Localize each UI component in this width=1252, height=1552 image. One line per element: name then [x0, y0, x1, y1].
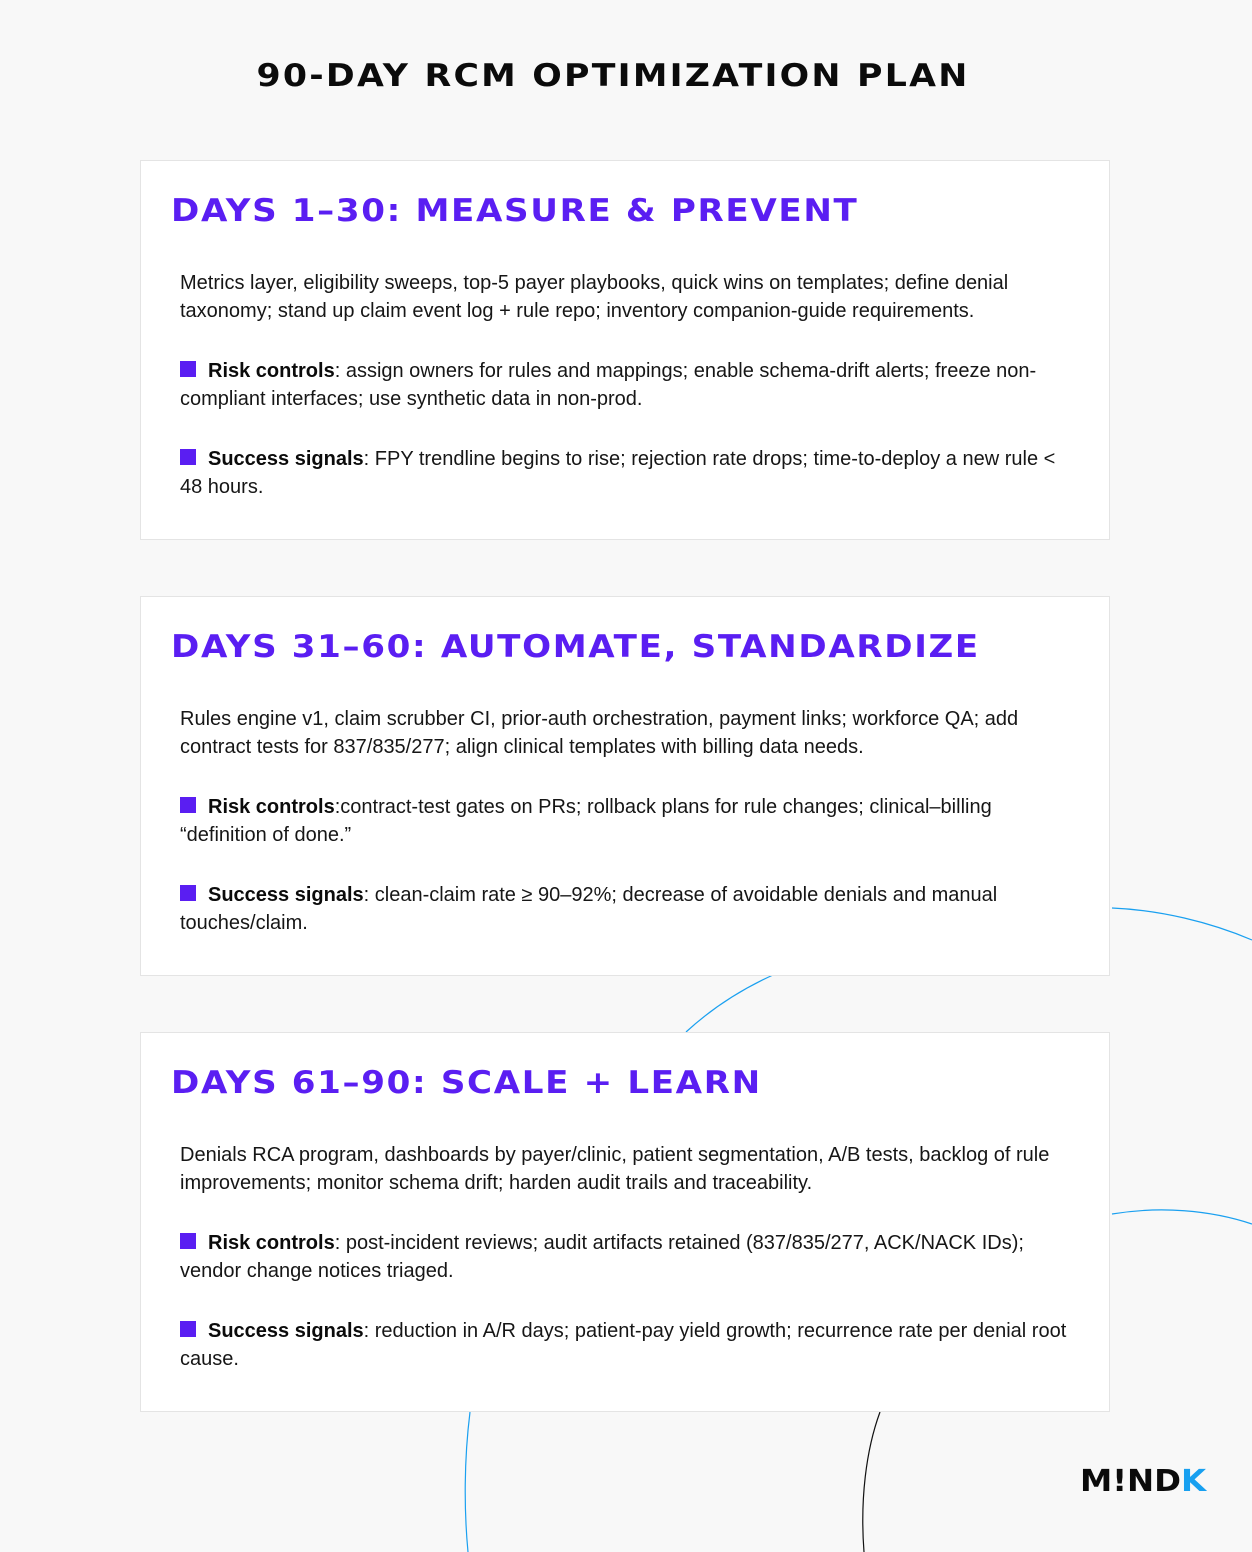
phase-heading: DAYS 31–60: AUTOMATE, STANDARDIZE — [171, 629, 980, 665]
logo-accent-text: K — [1181, 1464, 1207, 1499]
risk-controls-text: : post-incident reviews; audit artifacts retained (837/835/277, ACK/NACK IDs); vendor change notices triaged. — [180, 1232, 1024, 1282]
success-signals — [180, 1317, 1075, 1373]
arc-blue-right-lower — [1112, 1210, 1252, 1224]
risk-controls — [180, 357, 1075, 413]
mindk-logo — [1080, 1464, 1206, 1499]
square-bullet-icon — [180, 1233, 196, 1249]
arc-blue-center — [686, 975, 773, 1032]
square-bullet-icon — [180, 361, 196, 377]
phase-summary: Denials RCA program, dashboards by payer/clinic, patient segmentation, A/B tests, backlog of rule improvements; monitor schema drift; harden audit trails and traceability. — [180, 1144, 1050, 1194]
logo-text: M!ND — [1080, 1464, 1182, 1499]
risk-controls — [180, 793, 1075, 849]
risk-controls — [180, 1229, 1075, 1285]
square-bullet-icon — [180, 797, 196, 813]
phase-heading: DAYS 1–30: MEASURE & PREVENT — [171, 193, 859, 229]
square-bullet-icon — [180, 449, 196, 465]
square-bullet-icon — [180, 1321, 196, 1337]
success-signals-label: Success signals — [208, 884, 364, 906]
risk-controls-text: : assign owners for rules and mappings; enable schema-drift alerts; freeze non-compliant interfaces; use synthetic data in non-prod. — [180, 360, 1037, 410]
arc-black-bottom — [863, 1412, 880, 1552]
success-signals-text: : clean-claim rate ≥ 90–92%; decrease of avoidable denials and manual touches/claim. — [180, 884, 998, 934]
success-signals-text: : FPY trendline begins to rise; rejection rate drops; time-to-deploy a new rule < 48 hours. — [180, 448, 1056, 498]
phase-summary: Metrics layer, eligibility sweeps, top-5 payer playbooks, quick wins on templates; define denial taxonomy; stand up claim event log + rule repo; inventory companion-guide requirements. — [180, 272, 1009, 322]
arc-blue-right-upper — [1112, 908, 1252, 940]
success-signals-label: Success signals — [208, 1320, 364, 1342]
phase-body — [180, 1141, 1075, 1373]
page-title: 90-DAY RCM OPTIMIZATION PLAN — [256, 58, 970, 94]
phase-heading: DAYS 61–90: SCALE + LEARN — [171, 1065, 762, 1101]
arc-blue-bottom-left — [465, 1412, 470, 1552]
success-signals — [180, 881, 1075, 937]
phase-body — [180, 705, 1075, 937]
phase-card-days-1-30 — [140, 160, 1110, 540]
success-signals — [180, 445, 1075, 501]
phase-card-days-31-60 — [140, 596, 1110, 976]
success-signals-text: : reduction in A/R days; patient-pay yield growth; recurrence rate per denial root cause. — [180, 1320, 1067, 1370]
phase-card-days-61-90 — [140, 1032, 1110, 1412]
phase-summary: Rules engine v1, claim scrubber CI, prior-auth orchestration, payment links; workforce QA; add contract tests for 837/835/277; align clinical templates with billing data needs. — [180, 708, 1019, 758]
risk-controls-text: :contract-test gates on PRs; rollback plans for rule changes; clinical–billing “definition of done.” — [180, 796, 992, 846]
risk-controls-label: Risk controls — [208, 360, 335, 382]
phase-body — [180, 269, 1075, 501]
risk-controls-label: Risk controls — [208, 1232, 335, 1254]
square-bullet-icon — [180, 885, 196, 901]
risk-controls-label: Risk controls — [208, 796, 335, 818]
success-signals-label: Success signals — [208, 448, 364, 470]
